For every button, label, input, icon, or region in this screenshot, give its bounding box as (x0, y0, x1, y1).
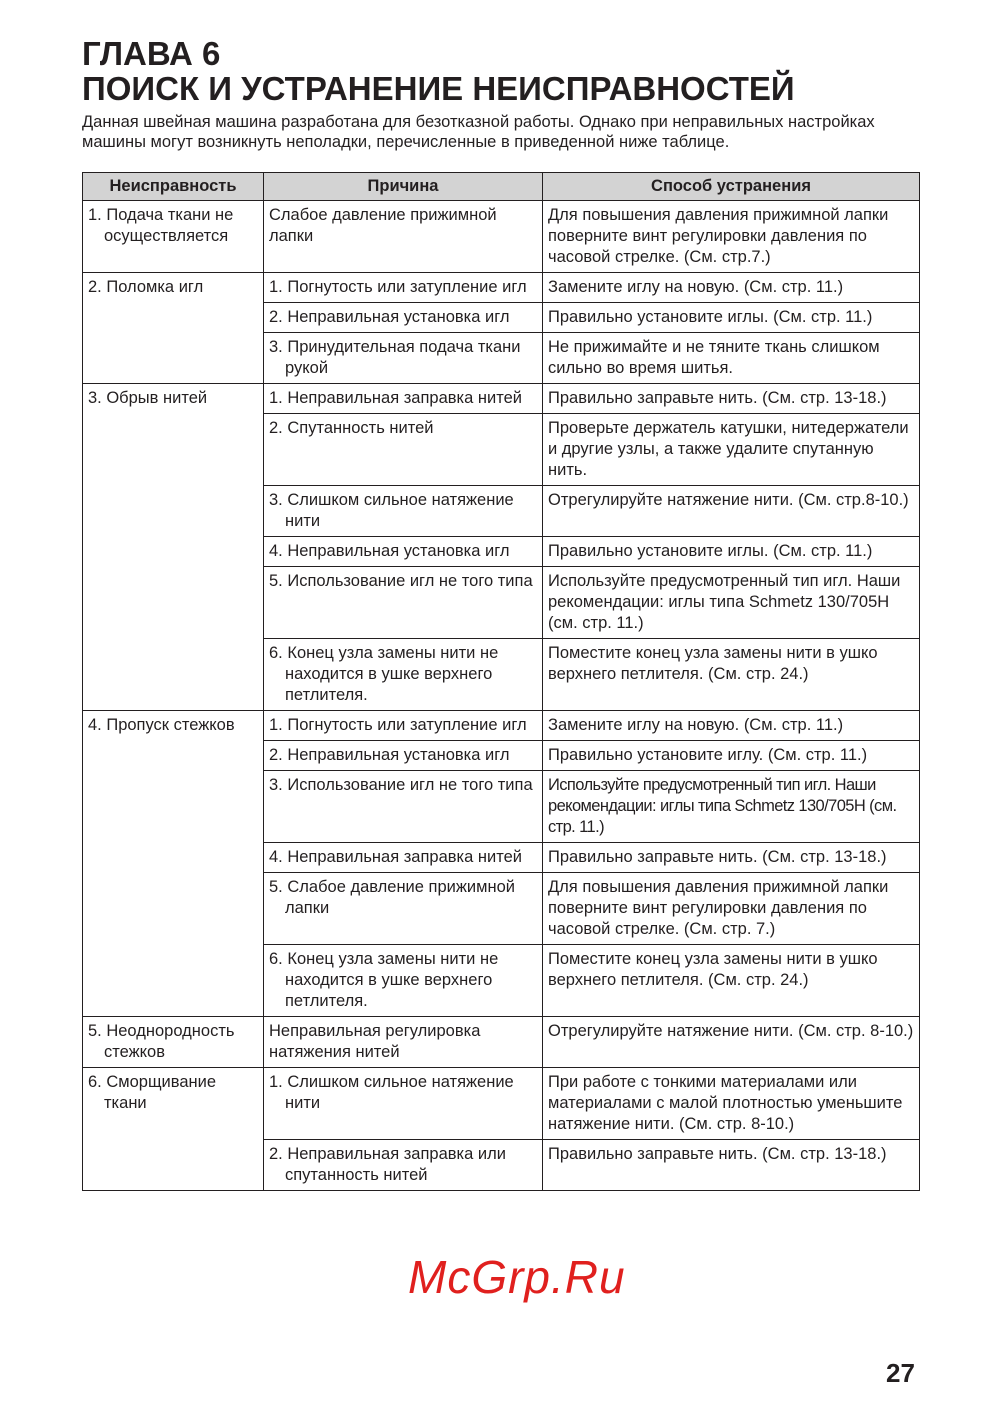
fix-cell: Правильно установите иглу. (См. стр. 11.) (543, 741, 920, 771)
cause-cell: 1. Погнутость или затупление игл (264, 711, 543, 741)
fix-cell: Замените иглу на новую. (См. стр. 11.) (543, 273, 920, 303)
fix-cell: Правильно установите иглы. (См. стр. 11.) (543, 303, 920, 333)
watermark: McGrp.Ru (408, 1251, 626, 1303)
fix-cell: Отрегулируйте натяжение нити. (См. стр.8-10.) (543, 486, 920, 537)
page-number: 27 (886, 1358, 915, 1388)
table-row (83, 273, 920, 303)
fix-cell: Используйте предусмотренный тип игл. Наши рекомендации: иглы типа Schmetz 130/705H (см. стр. 11.) (543, 771, 920, 843)
table-body (83, 201, 920, 1191)
cause-cell: 3. Слишком сильное натяжение нити (264, 486, 543, 537)
table-row (83, 201, 920, 273)
cause-cell: Слабое давление прижимной лапки (264, 201, 543, 273)
problem-cell: 4. Пропуск стежков (83, 711, 264, 1017)
troubleshooting-table (82, 172, 920, 1191)
problem-cell: 5. Неоднородность стежков (83, 1017, 264, 1068)
cause-cell: 2. Неправильная заправка или спутанность нитей (264, 1140, 543, 1191)
cause-cell: 5. Использование игл не того типа (264, 567, 543, 639)
fix-cell: Для повышения давления прижимной лапки поверните винт регулировки давления по часовой стрелке. (См. стр.7.) (543, 201, 920, 273)
fix-cell: Используйте предусмотренный тип игл. Наши рекомендации: иглы типа Schmetz 130/705H (см. стр. 11.) (543, 567, 920, 639)
table-row (83, 384, 920, 414)
fix-cell: Правильно заправьте нить. (См. стр. 13-18.) (543, 1140, 920, 1191)
cause-cell: 2. Неправильная установка игл (264, 741, 543, 771)
cause-cell: 2. Спутанность нитей (264, 414, 543, 486)
cause-cell: 6. Конец узла замены нити не находится в ушке верхнего петлителя. (264, 639, 543, 711)
header-cause: Причина (264, 173, 543, 201)
header-fix: Способ устранения (543, 173, 920, 201)
cause-cell: 6. Конец узла замены нити не находится в ушке верхнего петлителя. (264, 945, 543, 1017)
chapter-label: ГЛАВА 6 (82, 35, 221, 72)
page-title (82, 36, 795, 106)
table-header-row (83, 173, 920, 201)
intro-text: Данная швейная машина разработана для безотказной работы. Однако при неправильных настройках машины могут возникнуть неполадки, перечисленные в приведенной ниже таблице. (82, 113, 875, 151)
header-problem: Неисправность (83, 173, 264, 201)
problem-cell: 1. Подача ткани не осуществляется (83, 201, 264, 273)
table-row (83, 1068, 920, 1140)
fix-cell: Правильно заправьте нить. (См. стр. 13-18.) (543, 843, 920, 873)
fix-cell: Замените иглу на новую. (См. стр. 11.) (543, 711, 920, 741)
fix-cell: Поместите конец узла замены нити в ушко верхнего петлителя. (См. стр. 24.) (543, 639, 920, 711)
cause-cell: 2. Неправильная установка игл (264, 303, 543, 333)
cause-cell: 1. Неправильная заправка нитей (264, 384, 543, 414)
cause-cell: 1. Погнутость или затупление игл (264, 273, 543, 303)
problem-cell: 2. Поломка игл (83, 273, 264, 384)
fix-cell: Правильно установите иглы. (См. стр. 11.) (543, 537, 920, 567)
cause-cell: 3. Использование игл не того типа (264, 771, 543, 843)
fix-cell: Проверьте держатель катушки, нитедержатели и другие узлы, а также удалите спутанную нить. (543, 414, 920, 486)
fix-cell: Для повышения давления прижимной лапки поверните винт регулировки давления по часовой стрелке. (См. стр. 7.) (543, 873, 920, 945)
cause-cell: 3. Принудительная подача ткани рукой (264, 333, 543, 384)
fix-cell: Правильно заправьте нить. (См. стр. 13-18.) (543, 384, 920, 414)
cause-cell: Неправильная регулировка натяжения нитей (264, 1017, 543, 1068)
problem-cell: 3. Обрыв нитей (83, 384, 264, 711)
fix-cell: При работе с тонкими материалами или материалами с малой плотностью уменьшите натяжение нити. (См. стр. 8-10.) (543, 1068, 920, 1140)
table-row (83, 711, 920, 741)
cause-cell: 4. Неправильная заправка нитей (264, 843, 543, 873)
cause-cell: 5. Слабое давление прижимной лапки (264, 873, 543, 945)
fix-cell: Не прижимайте и не тяните ткань слишком сильно во время шитья. (543, 333, 920, 384)
chapter-title: ПОИСК И УСТРАНЕНИЕ НЕИСПРАВНОСТЕЙ (82, 70, 795, 107)
table-row (83, 1017, 920, 1068)
cause-cell: 1. Слишком сильное натяжение нити (264, 1068, 543, 1140)
problem-cell: 6. Сморщивание ткани (83, 1068, 264, 1191)
fix-cell: Поместите конец узла замены нити в ушко верхнего петлителя. (См. стр. 24.) (543, 945, 920, 1017)
cause-cell: 4. Неправильная установка игл (264, 537, 543, 567)
fix-cell: Отрегулируйте натяжение нити. (См. стр. 8-10.) (543, 1017, 920, 1068)
